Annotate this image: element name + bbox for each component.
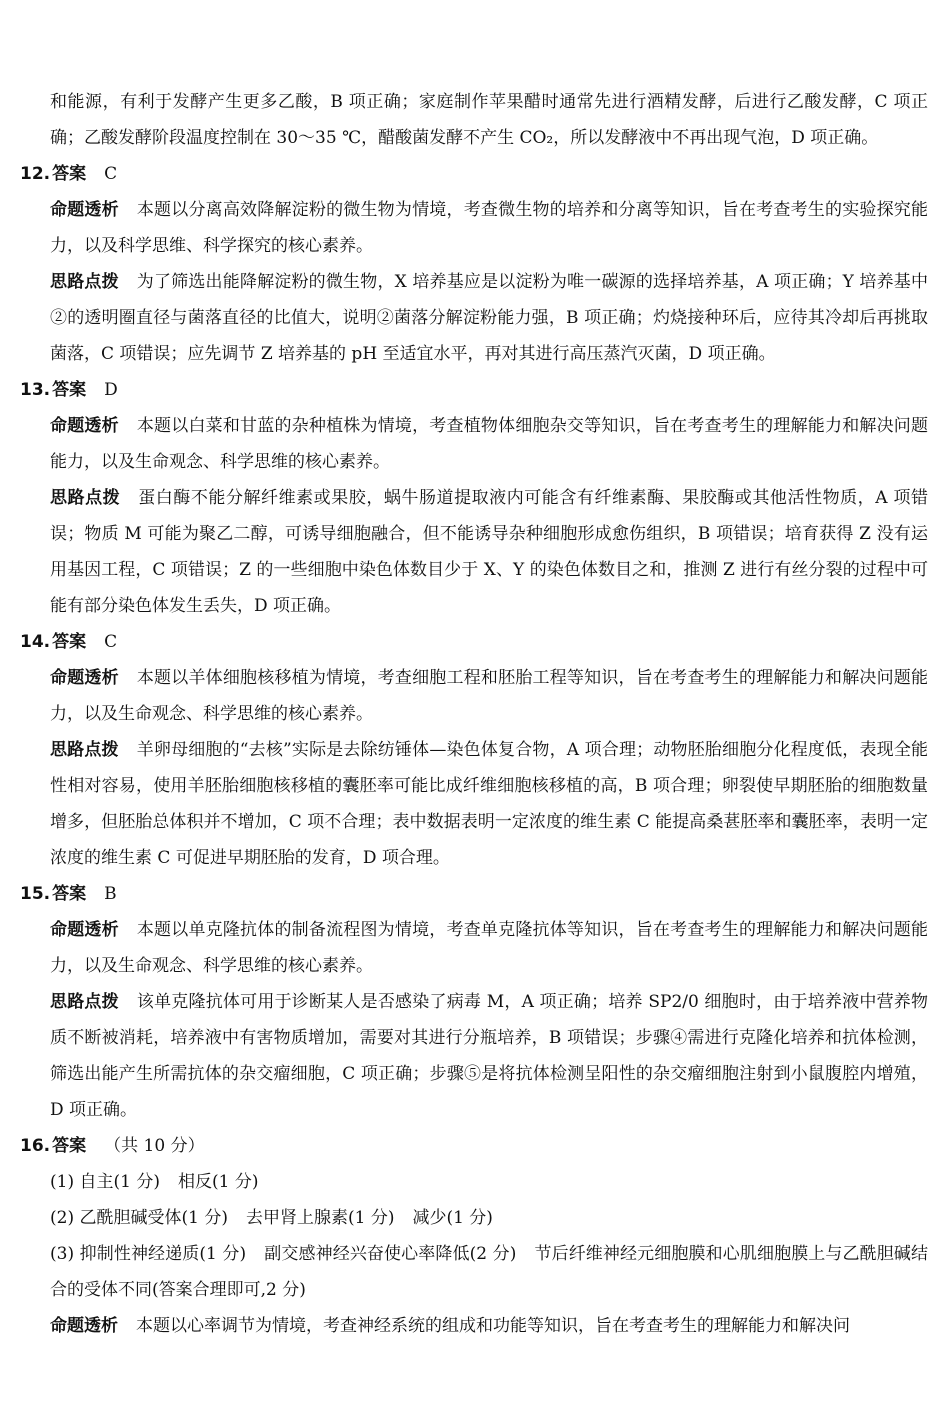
answer-label: 答案 [52, 380, 87, 400]
question-number: 12. [20, 164, 51, 184]
question-16 [20, 1128, 929, 1344]
question-13 [20, 372, 929, 624]
sub-answer-1 [50, 1164, 928, 1200]
answer-line [20, 1128, 928, 1164]
sub-answer-item: (1) 自主(1 分) [50, 1172, 160, 1192]
analysis-paragraph [50, 660, 928, 732]
answer-line [20, 876, 928, 912]
analysis-label: 命题透析 [50, 416, 119, 436]
answer-value: （共 10 分） [104, 1136, 205, 1156]
question-number: 14. [20, 632, 51, 652]
question-12 [20, 156, 929, 372]
hint-text: 蛋白酶不能分解纤维素或果胶，蜗牛肠道提取液内可能含有纤维素酶、果胶酶或其他活性物质，A 项错误；物质 M 可能为聚乙二醇，可诱导细胞融合，但不能诱导杂种细胞形成愈伤组织，B 项错误；培育获得 Z 没有运用基因工程，C 项错误；Z 的一些细胞中染色体数目少于 X、Y 的染色体数目之和，推测 Z 进行有丝分裂的过程中可能有部分染色体发生丢失，D 项正确。 [50, 488, 929, 616]
analysis-text: 本题以羊体细胞核移植为情境，考查细胞工程和胚胎工程等知识，旨在考查考生的理解能力和解决问题能力，以及生命观念、科学思维的核心素养。 [50, 668, 929, 724]
hint-text: 该单克隆抗体可用于诊断某人是否感染了病毒 M，A 项正确；培养 SP2/0 细胞时，由于培养液中营养物质不断被消耗，培养液中有害物质增加，需要对其进行分瓶培养，B 项错误；步骤④需进行克隆化培养和抗体检测，筛选出能产生所需抗体的杂交瘤细胞，C 项正确；步骤⑤是将抗体检测呈阳性的杂交瘤细胞注射到小鼠腹腔内增殖，D 项正确。 [50, 992, 928, 1120]
question-number: 16. [20, 1136, 51, 1156]
sub-answer-item: (3) 抑制性神经递质(1 分) [50, 1244, 247, 1264]
question-number: 13. [20, 380, 51, 400]
answer-label: 答案 [52, 164, 87, 184]
answer-line [20, 372, 928, 408]
answer-label: 答案 [52, 1136, 87, 1156]
analysis-label: 命题透析 [50, 920, 119, 940]
sub-answer-2 [50, 1200, 928, 1236]
question-number: 15. [20, 884, 51, 904]
sub-answer-item: 去甲肾上腺素(1 分) [245, 1208, 395, 1228]
answer-value: D [104, 380, 118, 400]
sub-answer-item: 相反(1 分) [177, 1172, 259, 1192]
continued-paragraph: 和能源，有利于发酵产生更多乙酸，B 项正确；家庭制作苹果醋时通常先进行酒精发酵，后进行乙酸发酵，C 项正确；乙酸发酵阶段温度控制在 30～35 ℃，醋酸菌发酵不产生 CO₂，所以发酵液中不再出现气泡，D 项正确。 [50, 92, 928, 148]
hint-label: 思路点拨 [50, 740, 119, 760]
sub-answer-item: 副交感神经兴奋使心率降低(2 分) [264, 1244, 517, 1264]
analysis-text: 本题以心率调节为情境，考查神经系统的组成和功能等知识，旨在考查考生的理解能力和解决问 [136, 1316, 850, 1336]
answer-value: B [104, 884, 117, 904]
hint-label: 思路点拨 [50, 992, 119, 1012]
answer-line [20, 156, 928, 192]
hint-paragraph [50, 984, 928, 1128]
sub-answer-item: (2) 乙酰胆碱受体(1 分) [50, 1208, 228, 1228]
sub-answer-item: 减少(1 分) [412, 1208, 493, 1228]
answer-label: 答案 [52, 632, 87, 652]
hint-text: 羊卵母细胞的“去核”实际是去除纺锤体—染色体复合物，A 项合理；动物胚胎细胞分化程度低，表现全能性相对容易，使用羊胚胎细胞核移植的囊胚率可能比成纤维细胞核移植的高，B 项合理；卵裂使早期胚胎的细胞数量增多，但胚胎总体积并不增加，C 项不合理；表中数据表明一定浓度的维生素 C 能提高桑葚胚率和囊胚率，表明一定浓度的维生素 C 可促进早期胚胎的发育，D 项合理。 [50, 740, 929, 868]
hint-paragraph [50, 732, 928, 876]
question-15 [20, 876, 929, 1128]
answer-line [20, 624, 928, 660]
analysis-label: 命题透析 [50, 1316, 118, 1336]
sub-answer-item: 节后纤维神经元细胞膜和心肌细胞膜上与乙酰胆碱结合的受体不同(答案合理即可,2 分) [50, 1244, 929, 1300]
question-14 [20, 624, 929, 876]
analysis-paragraph [50, 1308, 928, 1344]
hint-paragraph [50, 480, 928, 624]
answer-value: C [104, 164, 118, 184]
hint-text: 为了筛选出能降解淀粉的微生物，X 培养基应是以淀粉为唯一碳源的选择培养基，A 项正确；Y 培养基中②的透明圈直径与菌落直径的比值大，说明②菌落分解淀粉能力强，B 项正确；灼烧接种环后，应待其冷却后再挑取菌落，C 项错误；应先调节 Z 培养基的 pH 至适宜水平，再对其进行高压蒸汽灭菌，D 项正确。 [50, 272, 928, 364]
analysis-text: 本题以白菜和甘蓝的杂种植株为情境，考查植物体细胞杂交等知识，旨在考查考生的理解能力和解决问题能力，以及生命观念、科学思维的核心素养。 [50, 416, 929, 472]
hint-label: 思路点拨 [50, 272, 119, 292]
hint-label: 思路点拨 [50, 488, 121, 508]
analysis-text: 本题以分离高效降解淀粉的微生物为情境，考查微生物的培养和分离等知识，旨在考查考生的实验探究能力，以及科学思维、科学探究的核心素养。 [50, 200, 929, 256]
analysis-paragraph [50, 912, 928, 984]
answer-label: 答案 [52, 884, 87, 904]
sub-answer-3 [50, 1236, 928, 1308]
analysis-text: 本题以单克隆抗体的制备流程图为情境，考查单克隆抗体等知识，旨在考查考生的理解能力和解决问题能力，以及生命观念、科学思维的核心素养。 [50, 920, 929, 976]
analysis-label: 命题透析 [50, 200, 119, 220]
analysis-paragraph [50, 192, 928, 264]
hint-paragraph [50, 264, 928, 372]
answer-value: C [104, 632, 118, 652]
analysis-label: 命题透析 [50, 668, 119, 688]
analysis-paragraph [50, 408, 928, 480]
